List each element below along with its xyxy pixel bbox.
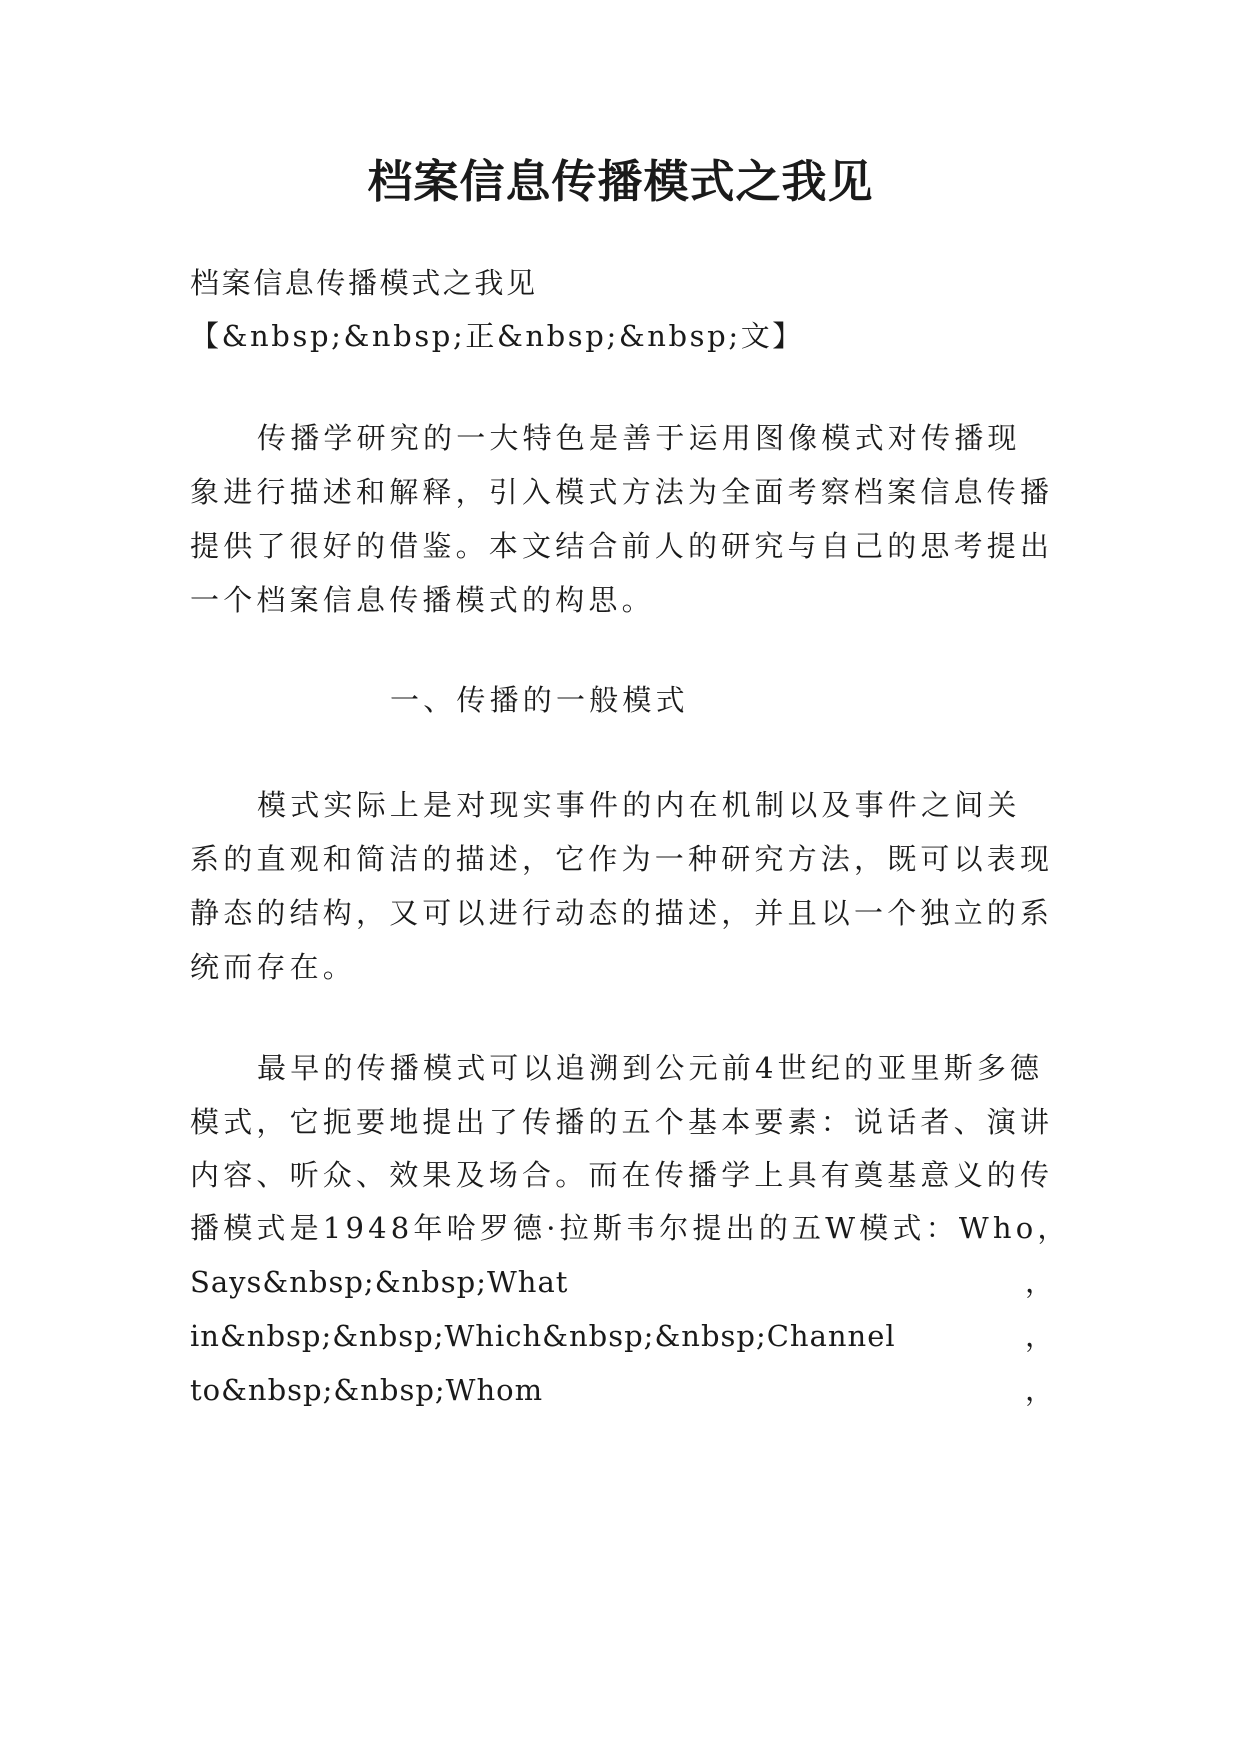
paragraph-3-line-2: 模式，它扼要地提出了传播的五个基本要素：说话者、演讲 bbox=[190, 1105, 1054, 1139]
paragraph-3-line-1: 最早的传播模式可以追溯到公元前4世纪的亚里斯多德 bbox=[257, 1051, 1044, 1085]
five-w-line-text: in&nbsp;&nbsp;Which&nbsp;&nbsp;Channel bbox=[190, 1319, 896, 1353]
five-w-line-text: Says&nbsp;&nbsp;What bbox=[190, 1265, 569, 1299]
document-subtitle: 档案信息传播模式之我见 bbox=[190, 266, 538, 300]
document-title: 档案信息传播模式之我见 bbox=[367, 155, 874, 208]
paragraph-1-line-4: 一个档案信息传播模式的构思。 bbox=[190, 583, 655, 617]
five-w-line-2 bbox=[190, 1316, 1055, 1356]
paragraph-3-line-4: 播模式是1948年哈罗德·拉斯韦尔提出的五W模式：Who， bbox=[190, 1211, 1071, 1245]
five-w-line-1 bbox=[190, 1262, 1055, 1302]
section-1-heading: 一、传播的一般模式 bbox=[390, 683, 689, 717]
five-w-line-punct: ， bbox=[1024, 1373, 1055, 1407]
body-marker: 【&nbsp;&nbsp;正&nbsp;&nbsp;文】 bbox=[190, 319, 804, 353]
paragraph-2-line-2: 系的直观和简洁的描述，它作为一种研究方法，既可以表现 bbox=[190, 842, 1054, 876]
five-w-line-punct: ， bbox=[1024, 1319, 1055, 1353]
paragraph-1-line-1: 传播学研究的一大特色是善于运用图像模式对传播现 bbox=[257, 421, 1021, 455]
paragraph-2-line-4: 统而存在。 bbox=[190, 950, 357, 984]
five-w-line-text: to&nbsp;&nbsp;Whom bbox=[190, 1373, 544, 1407]
paragraph-3-line-3: 内容、听众、效果及场合。而在传播学上具有奠基意义的传 bbox=[190, 1158, 1054, 1192]
five-w-line-punct: ， bbox=[1024, 1265, 1055, 1299]
five-w-line-3 bbox=[190, 1370, 1055, 1410]
paragraph-2-line-1: 模式实际上是对现实事件的内在机制以及事件之间关 bbox=[257, 788, 1021, 822]
paragraph-2-line-3: 静态的结构，又可以进行动态的描述，并且以一个独立的系 bbox=[190, 896, 1054, 930]
paragraph-1-line-3: 提供了很好的借鉴。本文结合前人的研究与自己的思考提出 bbox=[190, 529, 1054, 563]
paragraph-1-line-2: 象进行描述和解释，引入模式方法为全面考察档案信息传播 bbox=[190, 475, 1054, 509]
